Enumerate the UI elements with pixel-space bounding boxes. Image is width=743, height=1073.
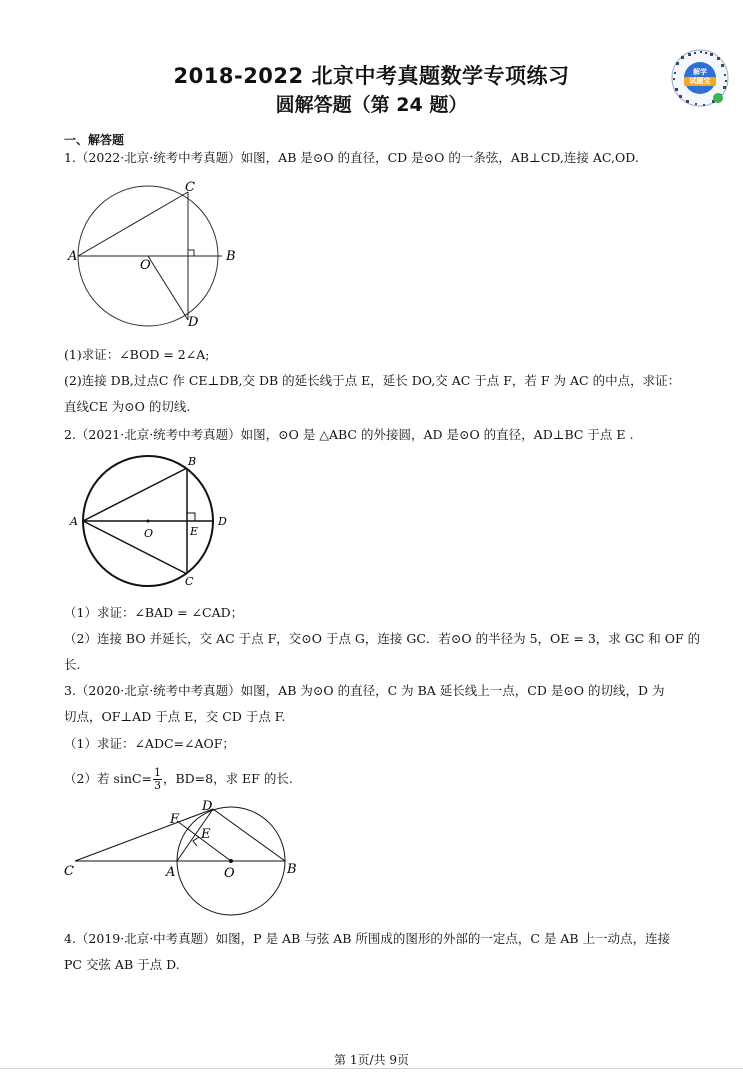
q3-frac-den: 3 xyxy=(153,779,161,792)
q1-stem: 1.（2022·北京·统考中考真题）如图，AB 是⊙O 的直径，CD 是⊙O 的一条弦，AB⊥CD,连接 AC,OD. xyxy=(64,150,639,165)
page-number: 第 1页/共 9页 xyxy=(334,1053,409,1067)
q4-stem-line2: PC 交弦 AB 于点 D. xyxy=(64,957,180,972)
q2-part1: （1）求证：∠BAD = ∠CAD； xyxy=(64,605,244,620)
section-heading: 一、解答题 xyxy=(64,133,125,147)
q2-part2: （2）连接 BO 并延长，交 AC 于点 F，交⊙O 于点 G，连接 GC．若⊙O 的半径为 5，OE = 3，求 GC 和 OF 的 xyxy=(64,631,701,646)
q1-part2-cont: 直线CE 为⊙O 的切线. xyxy=(64,399,191,414)
q1-figure xyxy=(64,178,254,333)
q3-label-a: A xyxy=(166,865,176,880)
q3-part2-prefix: （2）若 sinC= xyxy=(64,771,152,786)
qr-code-badge xyxy=(670,48,730,112)
q1-label-b: B xyxy=(226,249,236,264)
q4-stem-line1: 4.（2019·北京·中考真题）如图，P 是 AB 与弦 AB 所围成的图形的外部的一定点，C 是 AB 上一动点，连接 xyxy=(64,931,671,946)
q2-label-c: C xyxy=(185,575,194,588)
q2-label-d: D xyxy=(218,515,227,528)
badge-text-1: 解学 xyxy=(693,68,707,76)
q3-frac-num: 1 xyxy=(153,766,161,779)
q2-label-e: E xyxy=(190,525,199,538)
q1-label-d: D xyxy=(188,315,199,330)
page-title: 2018-2022 北京中考真题数学专项练习 xyxy=(173,64,570,88)
q1-label-c: C xyxy=(185,180,195,195)
q2-part2-cont: 长. xyxy=(64,657,81,672)
q3-label-c: C xyxy=(64,864,74,879)
q3-label-d: D xyxy=(202,799,213,814)
q2-label-b: B xyxy=(188,455,197,468)
q1-label-o: O xyxy=(140,258,151,273)
q3-stem-line2: 切点，OF⊥AD 于点 E，交 CD 于点 F. xyxy=(64,709,286,724)
q3-label-b: B xyxy=(287,862,297,877)
q3-figure xyxy=(60,796,310,921)
q2-label-a: A xyxy=(70,515,78,528)
page-divider xyxy=(0,1068,743,1069)
q1-part2: (2)连接 DB,过点C 作 CE⊥DB,交 DB 的延长线于点 E，延长 DO,交 AC 于点 F，若 F 为 AC 的中点，求证： xyxy=(64,373,681,388)
q3-label-f: F xyxy=(170,812,180,827)
q3-part2-suffix: ，BD=8，求 EF 的长. xyxy=(162,771,293,786)
q2-label-o: O xyxy=(144,527,154,540)
q3-stem-line1: 3.（2020·北京·统考中考真题）如图，AB 为⊙O 的直径，C 为 BA 延长线上一点，CD 是⊙O 的切线，D 为 xyxy=(64,683,665,698)
q1-part1: (1)求证：∠BOD = 2∠A; xyxy=(64,347,210,362)
q2-stem: 2.（2021·北京·统考中考真题）如图，⊙O 是 △ABC 的外接圆，AD 是⊙O 的直径，AD⊥BC 于点 E . xyxy=(64,427,634,442)
q3-part2 xyxy=(64,767,293,792)
q2-figure xyxy=(64,453,244,593)
q3-label-e: E xyxy=(201,827,211,842)
q3-label-o: O xyxy=(224,866,235,881)
page-subtitle: 圆解答题（第 24 题） xyxy=(275,94,468,116)
q1-label-a: A xyxy=(68,249,78,264)
badge-text-2: 试题宝 xyxy=(684,77,716,86)
q3-part1: （1）求证：∠ADC=∠AOF； xyxy=(64,736,235,751)
